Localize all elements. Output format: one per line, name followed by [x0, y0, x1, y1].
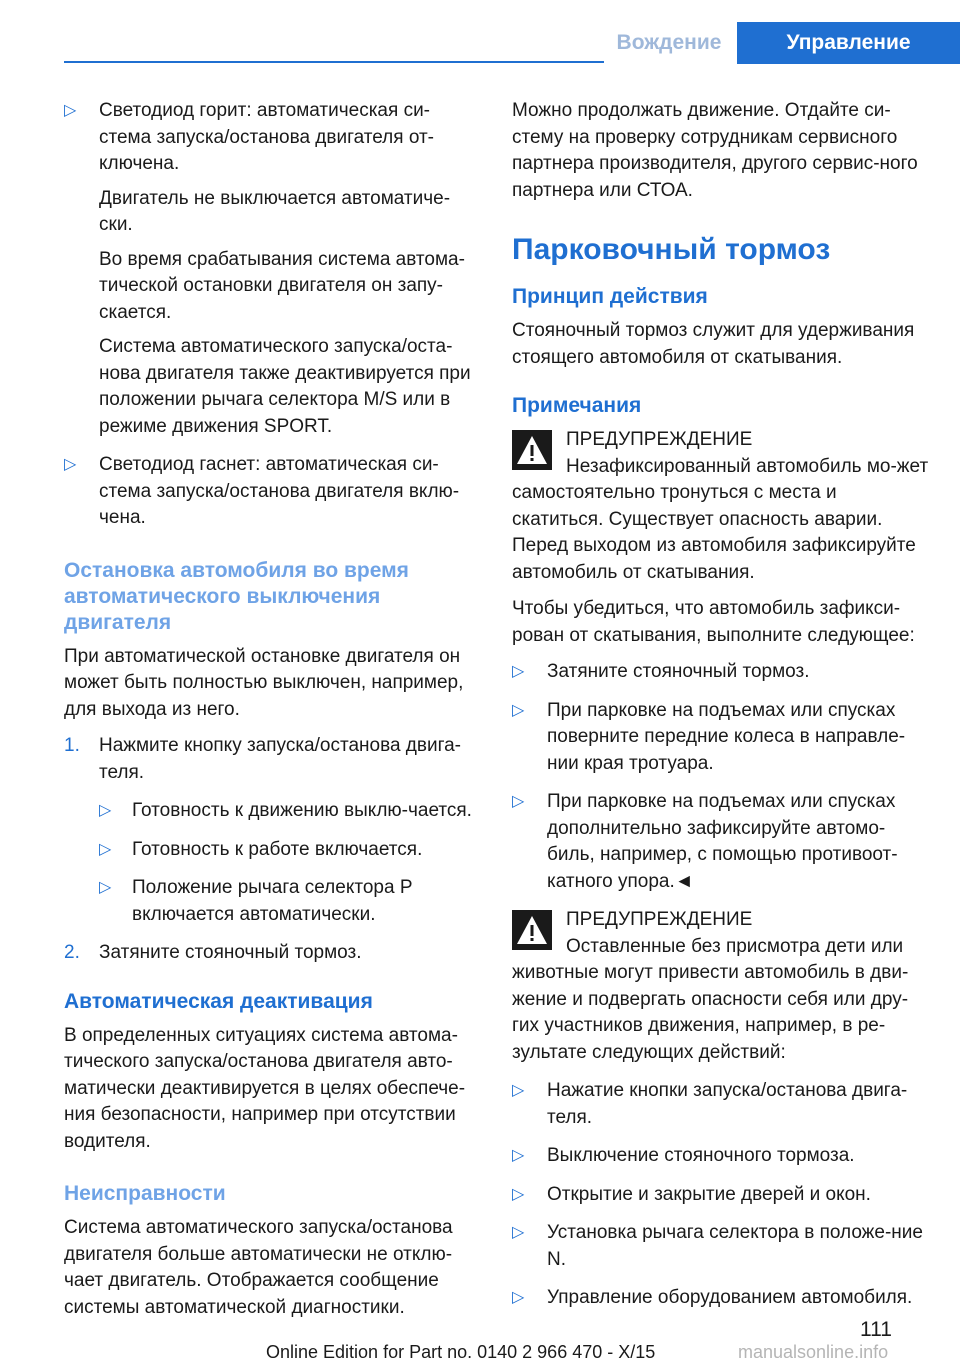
warning-block [512, 907, 932, 1066]
chapter-heading-parking-brake: Парковочный тормоз [512, 233, 831, 266]
list-item [99, 798, 480, 825]
triangle-bullet-icon: ▷ [512, 1147, 525, 1164]
list-item [99, 837, 480, 864]
section-heading-faults: Неисправности [64, 1182, 226, 1205]
paragraph: Затяните стояночный тормоз. [99, 942, 362, 963]
paragraph: При парковке на подъемах или спусках поверните передние колеса в направле-нии края тротуара. [547, 699, 906, 774]
step-number: 1. [64, 735, 80, 756]
list-item [512, 1182, 932, 1209]
warning-block [512, 427, 932, 586]
warning-title: ПРЕДУПРЕЖДЕНИЕ [566, 909, 753, 930]
paragraph: Установка рычага селектора в положе-ние N. [547, 1222, 923, 1270]
triangle-bullet-icon: ▷ [512, 663, 525, 680]
paragraph: Выключение стояночного тормоза. [547, 1145, 855, 1166]
paragraph: При автоматической остановке двигателя он может быть полностью выключен, например, для выхода из него. [64, 645, 464, 720]
section-heading-principle: Принцип действия [512, 285, 708, 308]
paragraph: Нажмите кнопку запуска/останова двига-теля. [99, 735, 462, 783]
step-item [64, 940, 480, 967]
list-item [64, 98, 480, 440]
paragraph: Стояночный тормоз служит для удерживания стоящего автомобиля от скатывания. [512, 320, 915, 368]
triangle-bullet-icon: ▷ [512, 1082, 525, 1099]
paragraph: Система автоматического запуска/останова двигателя больше автоматически не отклю-чает двигатель. Отображается сообщение системы автоматической диагностики. [64, 1217, 453, 1318]
header-rule [64, 61, 604, 63]
triangle-bullet-icon: ▷ [64, 456, 77, 473]
right-column [512, 98, 932, 1324]
paragraph: В определенных ситуациях система автома-тического запуска/останова двигателя авто-матически деактивируется в целях обеспече-ния безопасности, например при отсутствии водителя. [64, 1024, 466, 1152]
edition-text: Online Edition for Part no. 0140 2 966 470 - X/15 [266, 1342, 656, 1362]
paragraph: Во время срабатывания система автома-тической остановки двигателя он запу-скается. [99, 248, 465, 323]
step-number: 2. [64, 942, 80, 963]
section-heading-auto: Автоматическая деактивация [64, 989, 373, 1013]
paragraph: Готовность к работе включается. [132, 838, 423, 860]
paragraph: При парковке на подъемах или спусках дополнительно зафиксируйте автомо-биль, например, с помощью противоот-катного упора.◄ [547, 791, 898, 892]
warning-icon [512, 430, 552, 470]
spacer [512, 1066, 932, 1078]
paragraph: Открытие и закрытие дверей и окон. [547, 1183, 871, 1205]
triangle-bullet-icon: ▷ [99, 879, 112, 896]
list-item [99, 875, 480, 928]
triangle-bullet-icon: ▷ [99, 840, 112, 858]
list-item [512, 1078, 932, 1131]
triangle-bullet-icon: ▷ [512, 1185, 525, 1203]
page-header [0, 22, 960, 64]
triangle-bullet-icon: ▷ [99, 802, 112, 819]
triangle-bullet-icon: ▷ [512, 1289, 525, 1306]
paragraph: Затяните стояночный тормоз. [547, 661, 810, 682]
paragraph: Готовность к движению выклю-чается. [132, 800, 472, 821]
paragraph: Можно продолжать движение. Отдайте си-стему на проверку сотрудникам сервисного партнера производителя, другого сервис-ного партнера или СТОА. [512, 100, 918, 201]
left-column [64, 98, 480, 1331]
section-heading-stop: Остановка автомобиля во время автоматического выключения двигателя [64, 558, 409, 634]
paragraph: Положение рычага селектора P включается автоматически. [132, 877, 413, 925]
warning-title: ПРЕДУПРЕЖДЕНИЕ [566, 429, 753, 450]
triangle-bullet-icon: ▷ [512, 701, 525, 719]
list-item [512, 698, 932, 778]
warning-text: Незафиксированный автомобиль мо-жет самостоятельно тронуться с места и скатиться. Существует опасность аварии. Перед выходом из автомобиля зафиксируйте автомобиль от скатывания. [512, 455, 929, 583]
list-item [64, 452, 480, 532]
warning-icon [512, 910, 552, 950]
paragraph: Двигатель не выключается автоматиче-ски. [99, 187, 451, 235]
triangle-bullet-icon: ▷ [64, 102, 77, 119]
step-item [64, 733, 480, 786]
list-item [512, 1143, 932, 1170]
page-number: 111 [860, 1318, 892, 1341]
section-heading-notes: Примечания [512, 394, 642, 417]
tab-driving[interactable]: Вождение [616, 31, 722, 54]
paragraph: Система автоматического запуска/оста-нова двигателя также деактивируется при положении рычага селектора M/S или в режиме движения SPORT. [99, 336, 471, 437]
paragraph: Чтобы убедиться, что автомобиль зафикси-рован от скатывания, выполните следующее: [512, 598, 915, 646]
tab-controls[interactable]: Управление [737, 22, 960, 64]
paragraph: Светодиод гаснет: автоматическая си-стема запуска/останова двигателя вклю-чена. [99, 454, 460, 528]
watermark: manualsonline.info [738, 1342, 889, 1362]
list-item [512, 789, 932, 895]
list-item [512, 1285, 932, 1312]
warning-text: Оставленные без присмотра дети или животные могут привести автомобиль в дви-жение и подвергать опасности себя или дру-гих участников движения, например, в ре-зультате следующих действий: [512, 935, 909, 1063]
paragraph: Светодиод горит: автоматическая си-стема запуска/останова двигателя от-ключена. [99, 100, 435, 174]
triangle-bullet-icon: ▷ [512, 1224, 525, 1241]
paragraph: Нажатие кнопки запуска/останова двига-теля. [547, 1080, 908, 1128]
paragraph: Управление оборудованием автомобиля. [547, 1287, 913, 1308]
triangle-bullet-icon: ▷ [512, 793, 525, 810]
list-item [512, 1220, 932, 1273]
list-item [512, 659, 932, 686]
